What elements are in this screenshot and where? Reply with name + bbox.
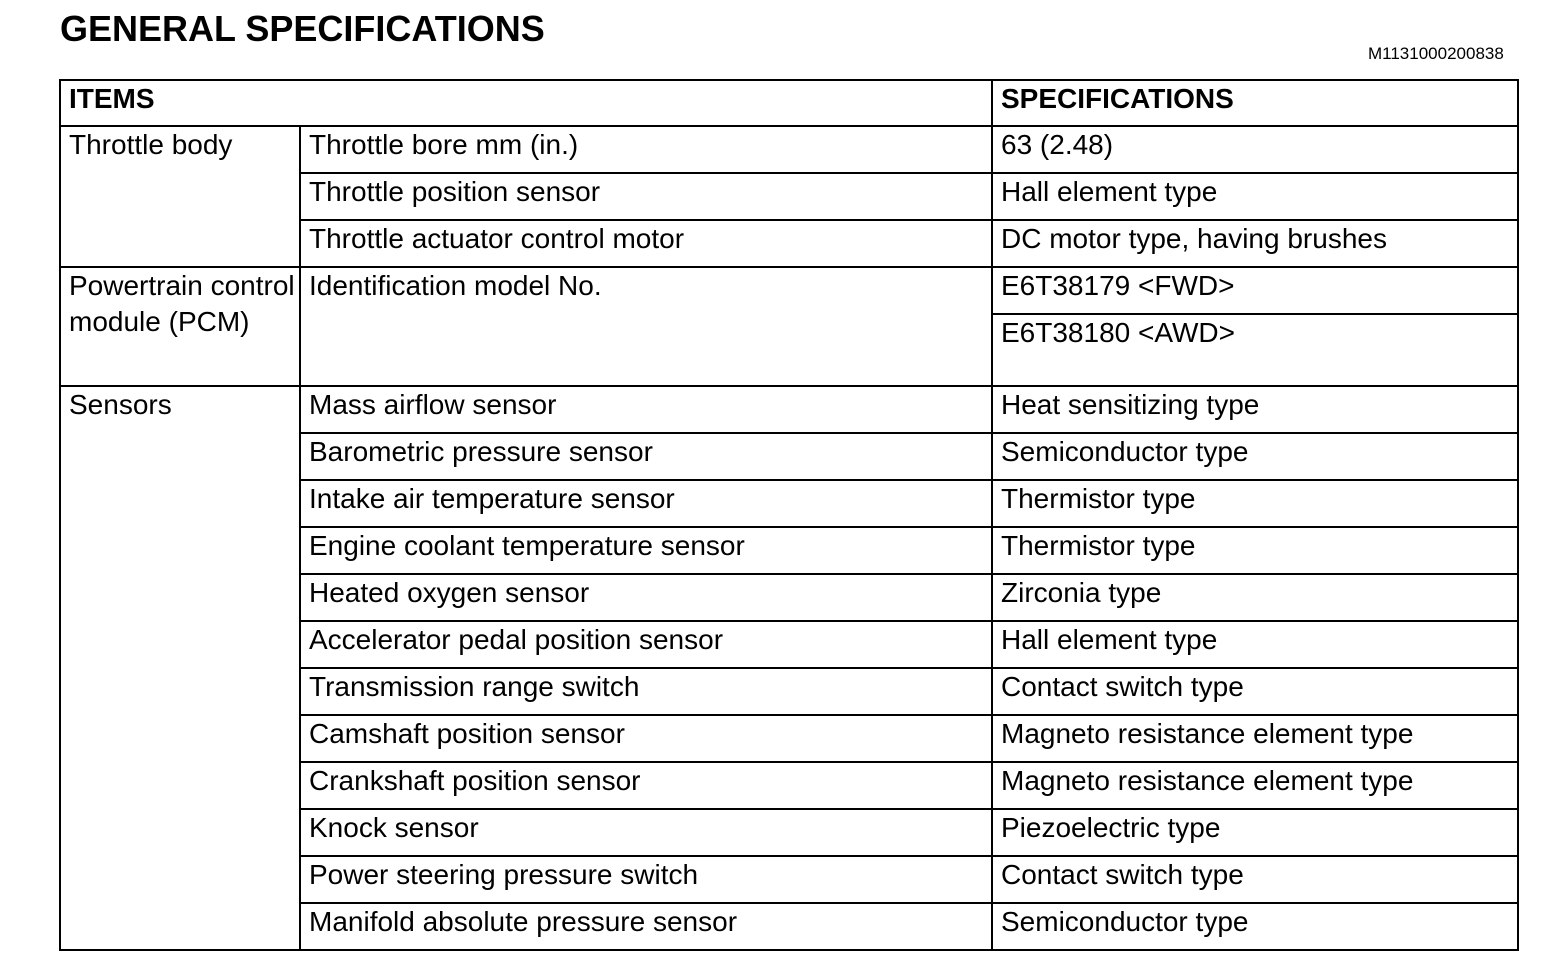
- document-code: M1131000200838: [1368, 44, 1504, 63]
- group-name-throttle-body: Throttle body: [60, 126, 300, 267]
- item-cell: Throttle actuator control motor: [300, 220, 992, 267]
- table-row: [60, 267, 1518, 314]
- item-cell: Barometric pressure sensor: [300, 433, 992, 480]
- items-header: ITEMS: [60, 80, 992, 126]
- spec-cell: Zirconia type: [992, 574, 1518, 621]
- item-cell: Power steering pressure switch: [300, 856, 992, 903]
- spec-cell: 63 (2.48): [992, 126, 1518, 173]
- table-header-row: [60, 80, 1518, 126]
- item-cell: Engine coolant temperature sensor: [300, 527, 992, 574]
- item-cell: Knock sensor: [300, 809, 992, 856]
- spec-cell: Hall element type: [992, 621, 1518, 668]
- spec-cell: Thermistor type: [992, 480, 1518, 527]
- spec-cell: Semiconductor type: [992, 903, 1518, 950]
- spec-cell: Heat sensitizing type: [992, 386, 1518, 433]
- item-cell: Transmission range switch: [300, 668, 992, 715]
- page-title: GENERAL SPECIFICATIONS: [60, 8, 545, 49]
- spec-cell: Piezoelectric type: [992, 809, 1518, 856]
- spec-cell: Contact switch type: [992, 856, 1518, 903]
- item-cell: Mass airflow sensor: [300, 386, 992, 433]
- item-cell: Manifold absolute pressure sensor: [300, 903, 992, 950]
- spec-table: [59, 79, 1519, 951]
- item-cell: Throttle position sensor: [300, 173, 992, 220]
- item-cell: Camshaft position sensor: [300, 715, 992, 762]
- spec-cell: E6T38180 <AWD>: [992, 314, 1518, 386]
- spec-cell: E6T38179 <FWD>: [992, 267, 1518, 314]
- item-cell: Heated oxygen sensor: [300, 574, 992, 621]
- spec-cell: Hall element type: [992, 173, 1518, 220]
- item-cell: Throttle bore mm (in.): [300, 126, 992, 173]
- spec-cell: Thermistor type: [992, 527, 1518, 574]
- group-name-sensors: Sensors: [60, 386, 300, 950]
- spec-cell: Semiconductor type: [992, 433, 1518, 480]
- table-row: [60, 126, 1518, 173]
- spec-cell: DC motor type, having brushes: [992, 220, 1518, 267]
- item-cell: Intake air temperature sensor: [300, 480, 992, 527]
- table-row: [60, 386, 1518, 433]
- spec-cell: Magneto resistance element type: [992, 715, 1518, 762]
- item-cell: Crankshaft position sensor: [300, 762, 992, 809]
- specifications-header: SPECIFICATIONS: [992, 80, 1518, 126]
- group-name-pcm: Powertrain control module (PCM): [60, 267, 300, 386]
- item-cell: Accelerator pedal position sensor: [300, 621, 992, 668]
- spec-cell: Magneto resistance element type: [992, 762, 1518, 809]
- item-cell: Identification model No.: [300, 267, 992, 386]
- spec-cell: Contact switch type: [992, 668, 1518, 715]
